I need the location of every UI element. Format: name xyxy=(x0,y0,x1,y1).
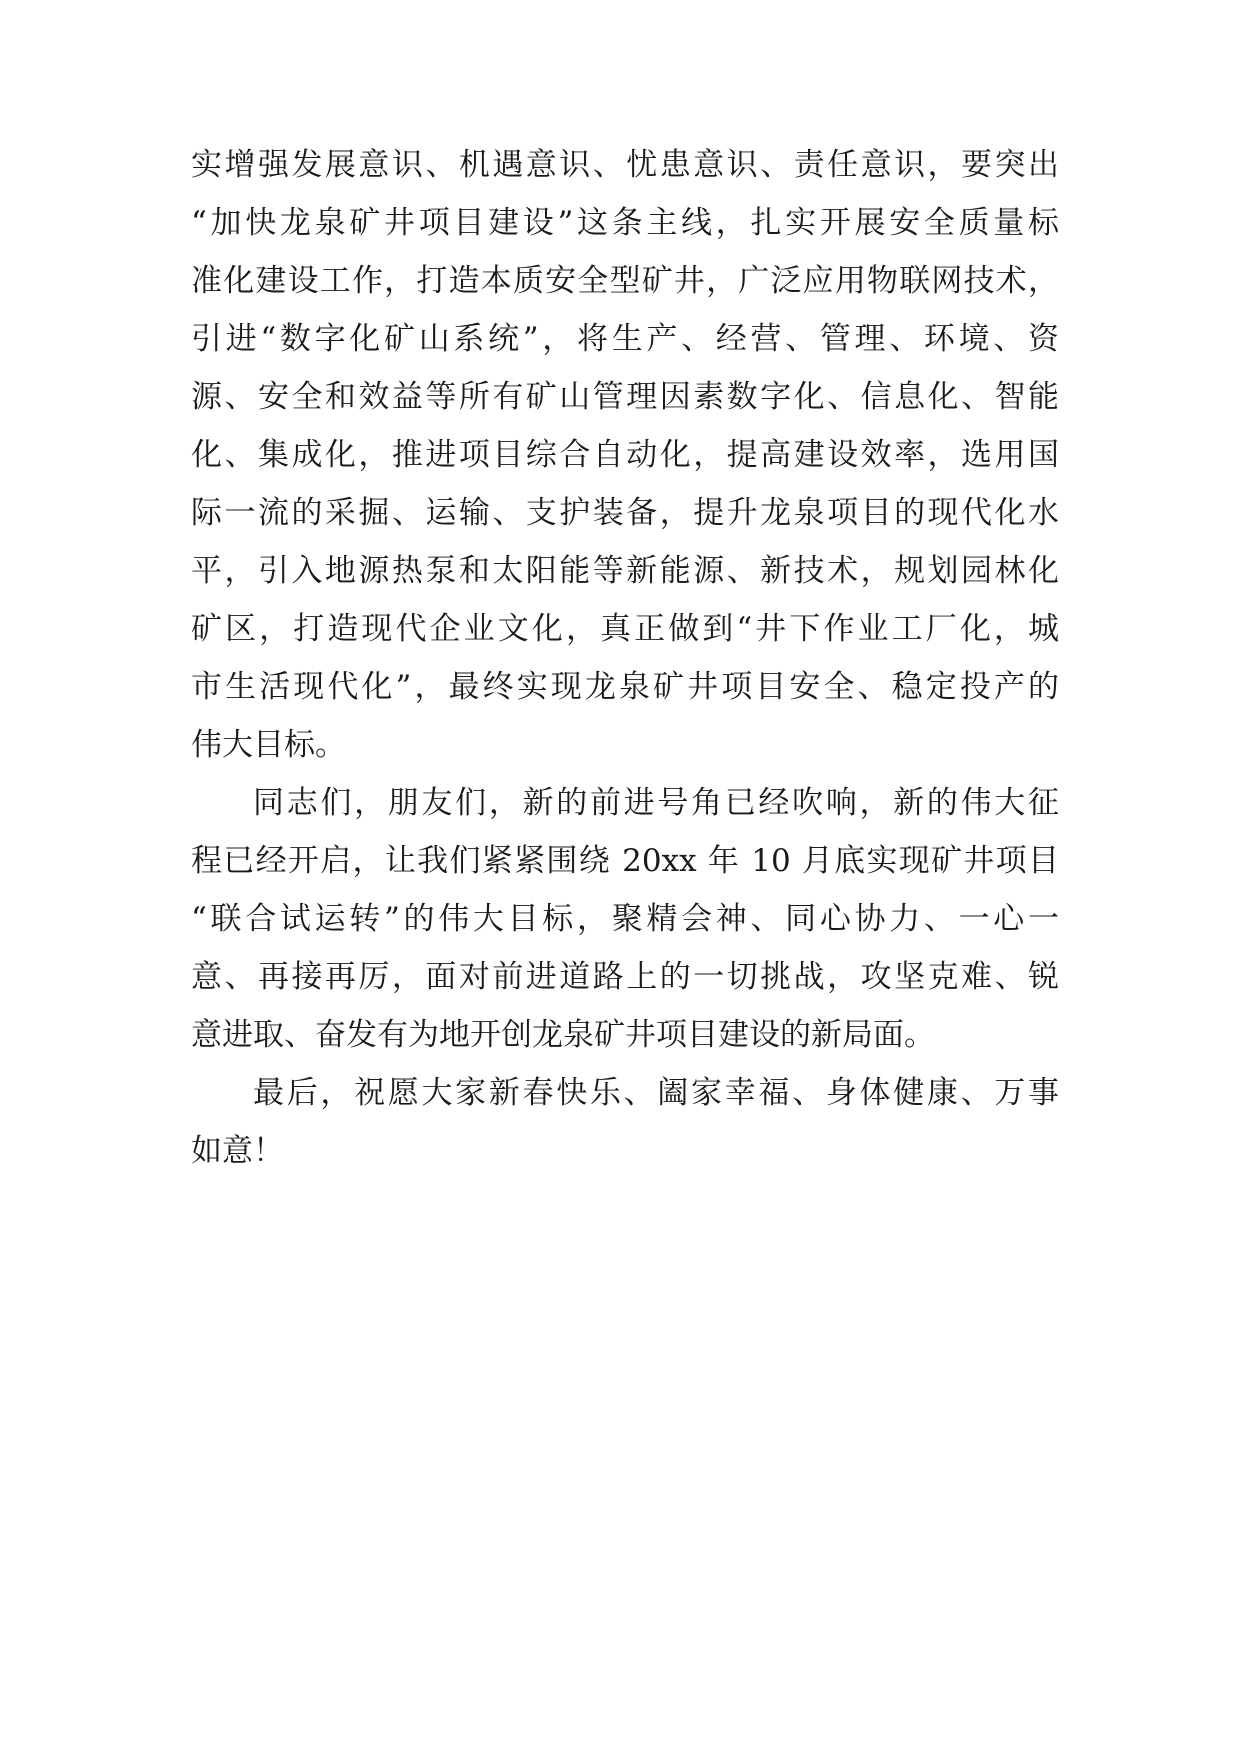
paragraph-1 xyxy=(191,136,1059,774)
paragraph-line: 矿区，打造现代企业文化，真正做到“井下作业工厂化，城 xyxy=(191,611,1059,647)
paragraph-line: “联合试运转”的伟大目标，聚精会神、同心协力、一心一 xyxy=(191,901,1059,937)
paragraph-2 xyxy=(191,774,1059,1064)
paragraph-line: 引进“数字化矿山系统”，将生产、经营、管理、环境、资 xyxy=(191,321,1059,357)
paragraph-3 xyxy=(191,1064,1059,1180)
paragraph-line: 实增强发展意识、机遇意识、忧患意识、责任意识，要突出 xyxy=(191,147,1059,183)
paragraph-line: 化、集成化，推进项目综合自动化，提高建设效率，选用国 xyxy=(191,437,1059,473)
paragraph-line: 源、安全和效益等所有矿山管理因素数字化、信息化、智能 xyxy=(191,379,1059,415)
paragraph-line: “加快龙泉矿井项目建设”这条主线，扎实开展安全质量标 xyxy=(191,205,1059,241)
body-text xyxy=(191,136,1059,1180)
paragraph-line: 际一流的采掘、运输、支护装备，提升龙泉项目的现代化水 xyxy=(191,495,1059,531)
paragraph-line: 程已经开启，让我们紧紧围绕 20xx 年 10 月底实现矿井项目 xyxy=(191,843,1059,879)
paragraph-line: 最后，祝愿大家新春快乐、阖家幸福、身体健康、万事 xyxy=(253,1075,1059,1111)
paragraph-line: 平，引入地源热泵和太阳能等新能源、新技术，规划园林化 xyxy=(191,553,1059,589)
paragraph-line: 伟大目标。 xyxy=(191,727,346,763)
paragraph-line: 意进取、奋发有为地开创龙泉矿井项目建设的新局面。 xyxy=(191,1017,935,1053)
paragraph-line: 同志们，朋友们，新的前进号角已经吹响，新的伟大征 xyxy=(253,785,1059,821)
paragraph-line: 如意！ xyxy=(191,1133,284,1169)
paragraph-line: 准化建设工作，打造本质安全型矿井，广泛应用物联网技术， xyxy=(191,263,1059,299)
paragraph-line: 意、再接再厉，面对前进道路上的一切挑战，攻坚克难、锐 xyxy=(191,959,1059,995)
paragraph-line: 市生活现代化”，最终实现龙泉矿井项目安全、稳定投产的 xyxy=(191,669,1059,705)
